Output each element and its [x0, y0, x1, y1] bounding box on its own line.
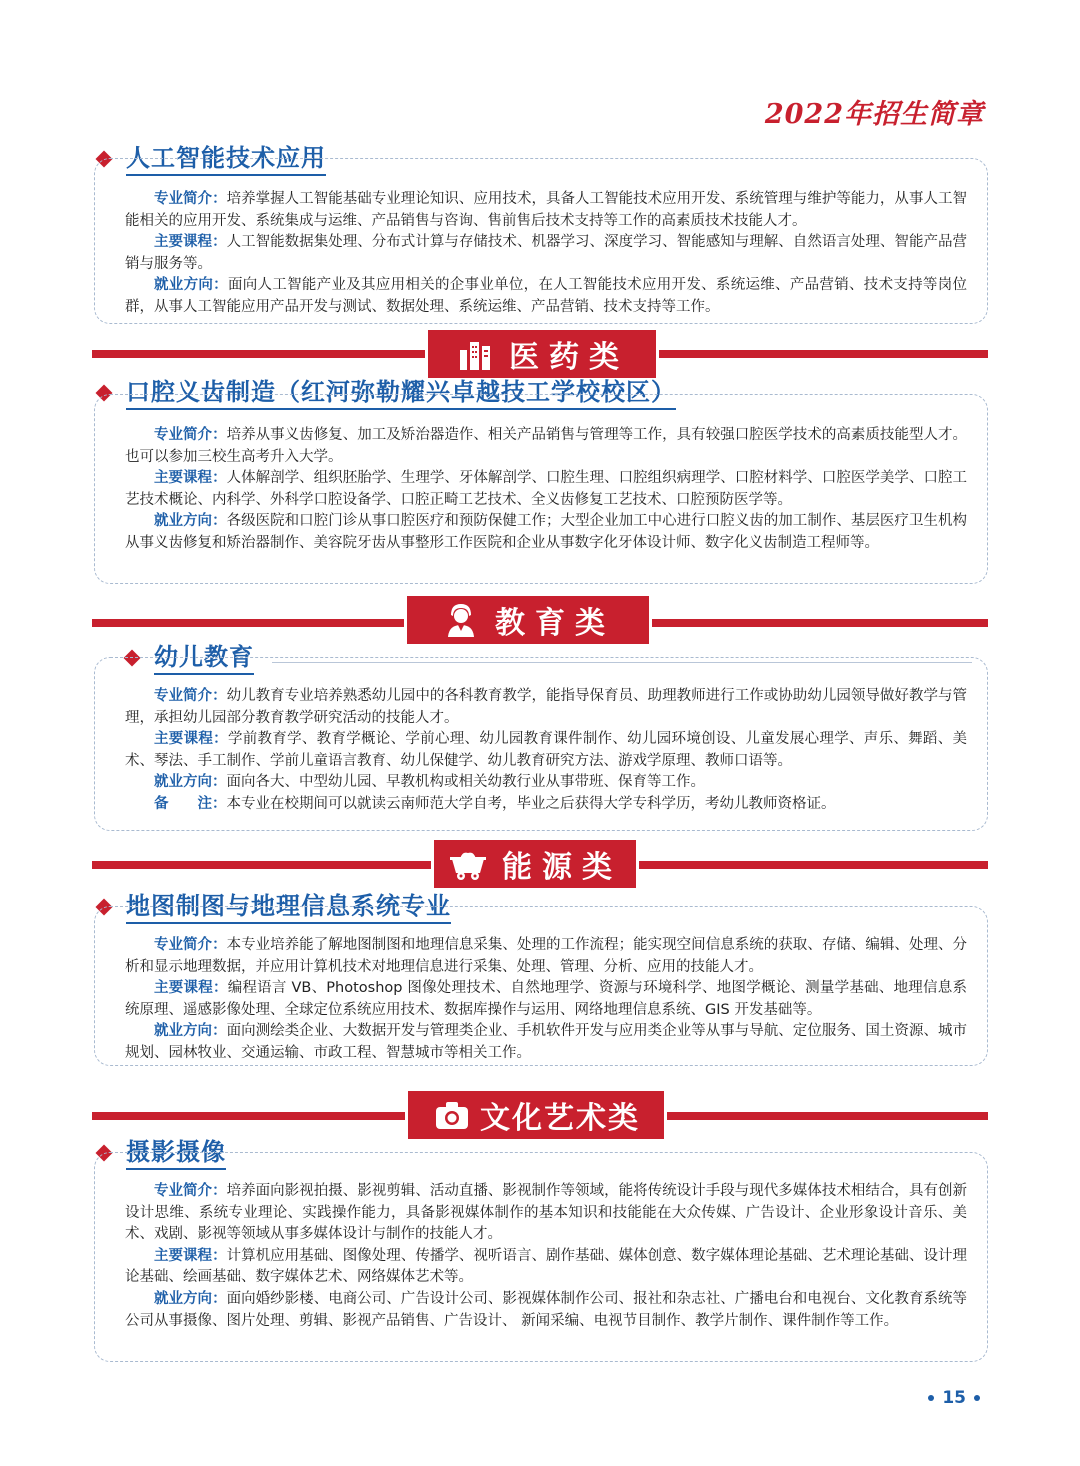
brochure-title: 2022年招生简章: [764, 99, 984, 130]
note-label: 备 注：: [154, 795, 227, 812]
intro-paragraph: 专业简介：本专业培养能了解地图制图和地理信息采集、处理的工作流程；能实现空间信息系统的获取、存储、编辑、处理、分析和显示地理数据，并应用计算机技术对地理信息进行采集、处理、管理、分析、应用的技能人才。: [125, 937, 967, 975]
category-name: 教育类: [495, 606, 615, 641]
mine-cart-icon: [448, 844, 488, 884]
note-paragraph: 备 注：本专业在校期间可以就读云南师范大学自考，毕业之后获得大学专科学历，考幼儿教师资格证。: [154, 795, 836, 812]
career-paragraph: 就业方向：面向各大、中型幼儿园、早教机构或相关幼教行业从事带班、保育等工作。: [154, 774, 705, 791]
major-details: [94, 158, 988, 324]
intro-paragraph: 专业简介：培养从事义齿修复、加工及矫治器造作、相关产品销售与管理等工作，具有较强口腔医学技术的高素质技能型人才。也可以参加三校生高考升入大学。: [125, 427, 967, 465]
career-label: 就业方向：: [154, 1023, 227, 1040]
career-paragraph: 就业方向：各级医院和口腔门诊从事口腔医疗和预防保健工作；大型企业加工中心进行口腔义齿的加工制作、基层医疗卫生机构从事义齿修复和矫治器制作、美容院牙齿从事整形工作医院和企业从事数字化牙体设计师、数字化义齿制造工程师等。: [125, 513, 967, 551]
dot-icon: [974, 1395, 980, 1401]
intro-paragraph: 专业简介：培养面向影视拍摄、影视剪辑、活动直播、影视制作等领域，能将传统设计手段与现代多媒体技术相结合，具有创新设计思维、系统专业理论、实践操作能力，具备影视媒体制作的基本知识和技能能在大众传媒、广告设计、企业形象设计音乐、美术、戏剧、影视等领域从事多媒体设计与制作的技能人才。: [125, 1183, 967, 1243]
career-label: 就业方向：: [154, 774, 227, 791]
category-name: 医药类: [509, 340, 629, 375]
page-number: [920, 1388, 988, 1408]
intro-label: 专业简介：: [154, 1183, 227, 1199]
courses-label: 主要课程：: [154, 234, 227, 251]
courses-paragraph: 主要课程：学前教育学、教育学概论、学前心理、幼儿园教育课件制作、幼儿园环境创设、儿童发展心理学、声乐、舞蹈、美术、琴法、手工制作、学前儿童语言教育、幼儿保健学、幼儿教育研究方法、游戏学原理、教师口语等。: [125, 731, 967, 769]
career-paragraph: 就业方向：面向人工智能产业及其应用相关的企事业单位，在人工智能技术应用开发、系统运维、产品营销、技术支持等岗位群，从事人工智能应用产品开发与测试、数据处理、系统运维、产品营销、技术支持等工作。: [125, 277, 967, 315]
dot-icon: [928, 1395, 934, 1401]
category-badge-energy: [434, 840, 636, 888]
category-badge-arts: [408, 1091, 664, 1139]
major-details: [94, 1152, 988, 1362]
courses-label: 主要课程：: [154, 980, 228, 997]
career-paragraph: 就业方向：面向婚纱影楼、电商公司、广告设计公司、影视媒体制作公司、报社和杂志社、广播电台和电视台、文化教育系统等公司从事摄像、图片处理、剪辑、影视产品销售、广告设计、 新闻采编、电视节目制作、教学片制作、课件制作等工作。: [125, 1290, 967, 1329]
courses-paragraph: 主要课程：编程语言 VB、Photoshop 图像处理技术、自然地理学、资源与环境科学、地图学概论、测量学基础、地理信息系统原理、遥感影像处理、全球定位系统应用技术、数据库操作与运用、网络地理信息系统、GIS 开发基础等。: [125, 980, 968, 1018]
major-name: 幼儿教育: [154, 642, 254, 675]
major-name: 地图制图与地理信息系统专业: [126, 891, 451, 924]
category-name: 文化艺术类: [480, 1101, 640, 1136]
page-number-text: 15: [942, 1388, 966, 1408]
courses-paragraph: 主要课程：计算机应用基础、图像处理、传播学、视听语言、剧作基础、媒体创意、数字媒体理论基础、艺术理论基础、设计理论基础、绘画基础、数字媒体艺术、网络媒体艺术等。: [125, 1247, 967, 1286]
major-details: [94, 906, 988, 1066]
category-badge-education: [407, 596, 649, 644]
category-badge-medicine: [428, 330, 656, 378]
courses-label: 主要课程：: [154, 731, 228, 748]
courses-paragraph: 主要课程：人体解剖学、组织胚胎学、生理学、牙体解剖学、口腔生理、口腔组织病理学、口腔材料学、口腔医学美学、口腔工艺技术概论、内科学、外科学口腔设备学、口腔正畸工艺技术、全义齿修复工艺技术、口腔预防医学等。: [125, 470, 967, 508]
intro-label: 专业简介：: [154, 688, 227, 704]
category-name: 能源类: [502, 850, 622, 885]
courses-paragraph: 主要课程：人工智能数据集处理、分布式计算与存储技术、机器学习、深度学习、智能感知与理解、自然语言处理、智能产品营销与服务等。: [125, 234, 967, 272]
courses-label: 主要课程：: [154, 470, 227, 487]
teacher-icon: [441, 600, 481, 640]
courses-label: 主要课程：: [154, 1247, 227, 1264]
major-name: 人工智能技术应用: [126, 143, 326, 176]
major-name: 口腔义齿制造（红河弥勒耀兴卓越技工学校校区）: [126, 377, 676, 410]
intro-paragraph: 专业简介：幼儿教育专业培养熟悉幼儿园中的各科教育教学，能指导保育员、助理教师进行工作或协助幼儿园领导做好教学与管理，承担幼儿园部分教育教学研究活动的技能人才。: [125, 688, 967, 726]
career-label: 就业方向：: [154, 513, 227, 530]
career-label: 就业方向：: [154, 1290, 227, 1307]
intro-paragraph: 专业简介：培养掌握人工智能基础专业理论知识、应用技术，具备人工智能技术应用开发、系统管理与维护等能力，从事人工智能相关的应用开发、系统集成与运维、产品销售与咨询、售前售后技术支持等工作的高素质技术技能人才。: [125, 191, 967, 229]
intro-label: 专业简介：: [154, 191, 227, 207]
major-name: 摄影摄像: [126, 1137, 226, 1170]
career-paragraph: 就业方向：面向测绘类企业、大数据开发与管理类企业、手机软件开发与应用类企业等从事与导航、定位服务、国土资源、城市规划、园林牧业、交通运输、市政工程、智慧城市等相关工作。: [125, 1023, 967, 1061]
camera-icon: [432, 1095, 472, 1135]
intro-label: 专业简介：: [154, 937, 227, 953]
major-details: [94, 394, 988, 584]
intro-label: 专业简介：: [154, 427, 227, 443]
major-details: [94, 657, 988, 831]
career-label: 就业方向：: [154, 277, 228, 294]
building-icon: [455, 334, 495, 374]
